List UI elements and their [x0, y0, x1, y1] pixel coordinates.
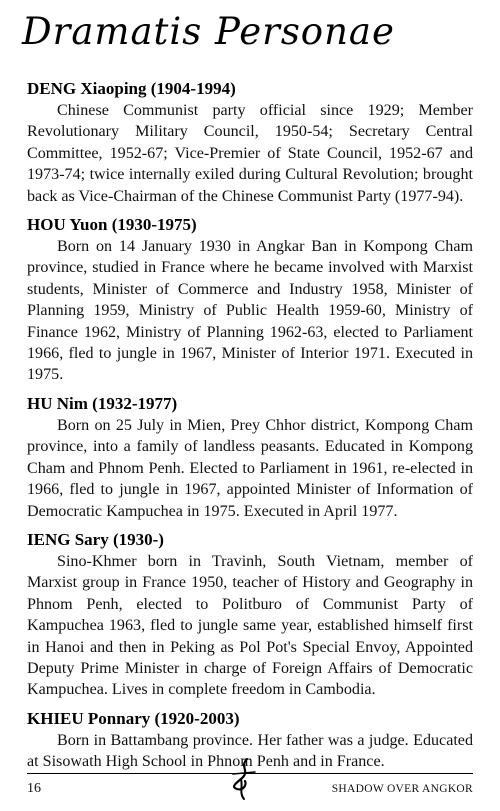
page-title: Dramatis Personae — [22, 10, 395, 53]
entry-body: Chinese Communist party official since 1929; Member Revolutionary Military Council, 1950-54; Secretary Central Committee, 1952-67; Vice-Premier of State Council, 1952-67 and 1973-74; twice internally exiled during Cultural Revolution; brought back as Vice-Chairman of the Chinese Communist Party (1977-94). — [27, 102, 473, 205]
entry-body: Born on 25 July in Mien, Prey Chhor district, Kompong Cham province, into a family of landless peasants. Educated in Kompong Cham and Phnom Penh. Elected to Parliament in 1961, re-elected in 1966, fled to jungle in 1967, appointed Minister of Information of Democratic Kampuchea in 1975. Executed in April 1977. — [27, 416, 473, 520]
entry-heading: DENG Xiaoping (1904-1994) — [27, 79, 236, 98]
entry-ieng-sary — [27, 529, 473, 701]
entry-heading: KHIEU Ponnary (1920-2003) — [27, 708, 240, 728]
ornament-icon — [227, 757, 261, 801]
entry-heading: IENG Sary (1930-) — [27, 529, 164, 549]
entry-hu-nim — [27, 393, 473, 522]
entry-heading: HOU Yuon (1930-1975) — [27, 215, 197, 235]
entries-list — [27, 78, 473, 780]
page-footer — [27, 757, 473, 801]
entry-hou-yuon — [27, 214, 473, 386]
entry-body: Sino-Khmer born in Travinh, South Vietnam, member of Marxist group in France 1950, teacher of History and Geography in Phnom Penh, elected to Politburo of Communist Party of Kampuchea 1963, fled to jungle same year, established himself first in Hanoi and then in Peking as Pol Pot's Special Envoy, Appointed Deputy Prime Minister in charge of Foreign Affairs of Democratic Kampuchea. Lives in complete freedom in Cambodia. — [27, 552, 473, 699]
entry-deng-xiaoping — [27, 78, 473, 207]
entry-body: Born on 14 January 1930 in Angkar Ban in Kompong Cham province, studied in France where he became involved with Marxist students, Minister of Commerce and Industry 1958, Minister of Planning 1959, Ministry of Public Health 1959-60, Ministry of Finance 1962, Ministry of Planning 1962-63, elected to Parliament 1966, fled to jungle in 1967, Minister of Interior 1971. Executed in 1975. — [27, 238, 473, 384]
running-head: SHADOW OVER ANGKOR — [331, 783, 473, 795]
entry-heading: HU Nim (1932-1977) — [27, 393, 178, 413]
page-number: 16 — [27, 781, 41, 796]
entry-body: Born in Battambang province. Her father was a judge. Educated at Sisowath High School in Phnom Penh and in France. — [27, 731, 473, 771]
